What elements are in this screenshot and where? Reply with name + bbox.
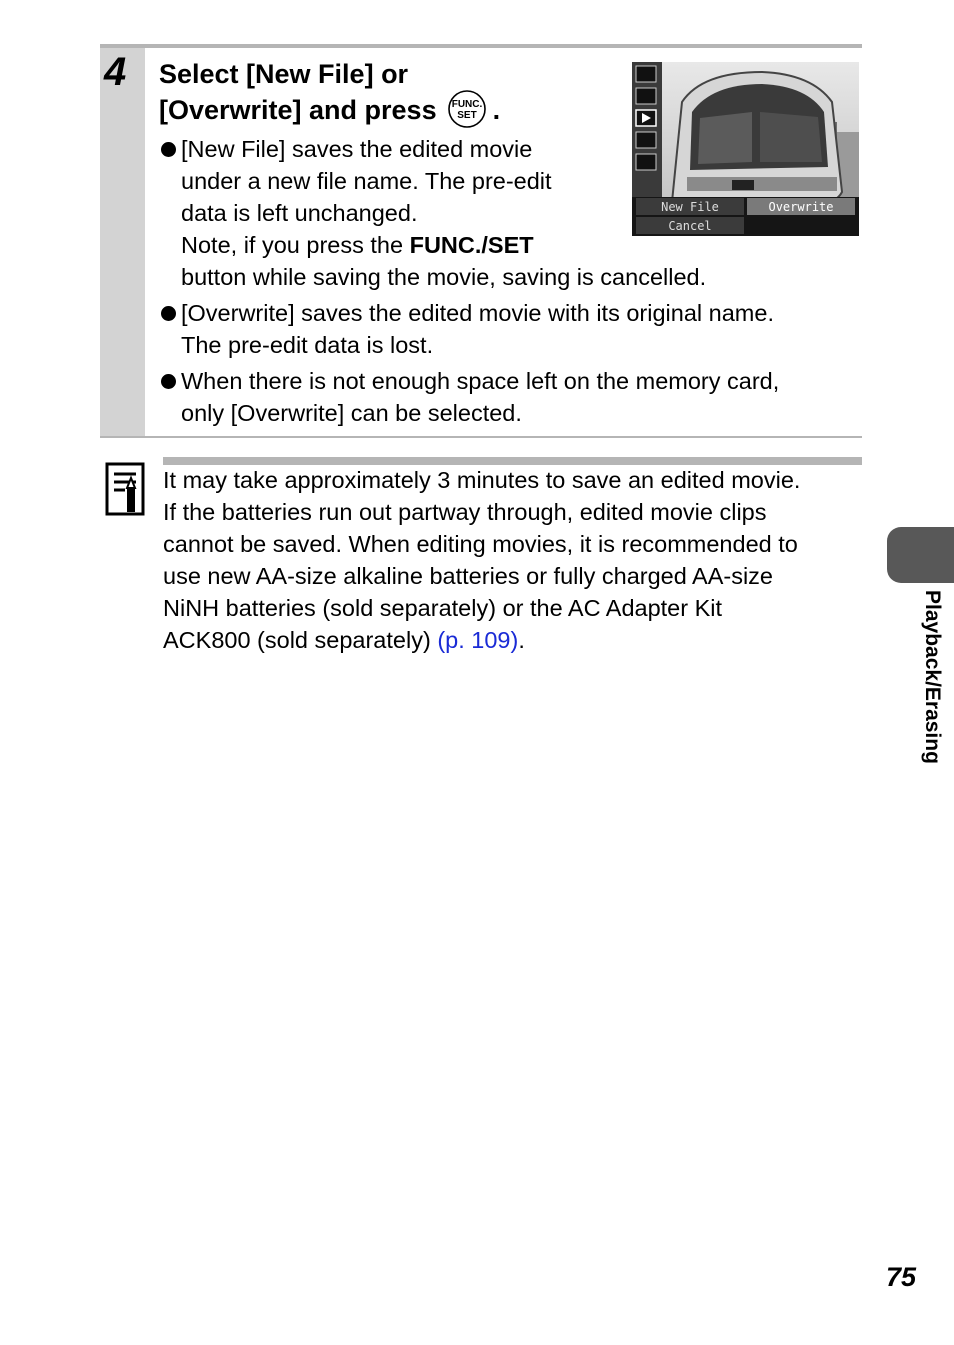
section-label: Playback/Erasing <box>921 590 944 764</box>
note-line: NiNH batteries (sold separately) or the AC Adapter Kit <box>163 595 723 621</box>
bullet-line: [New File] saves the edited movie <box>181 136 533 162</box>
bullet-line: The pre-edit data is lost. <box>181 332 434 358</box>
bullet-line: When there is not enough space left on the memory card, <box>181 368 780 394</box>
note-line: ACK800 (sold separately) <box>163 627 438 653</box>
bullet-memory-card <box>159 365 859 429</box>
camera-screen <box>632 62 859 236</box>
bullet-line: [Overwrite] saves the edited movie with its original name. <box>181 300 774 326</box>
note-line: If the batteries run out partway through, edited movie clips <box>163 499 767 525</box>
step-number: 4 <box>104 50 127 94</box>
step-title-end: . <box>492 95 501 125</box>
svg-text:FUNC.: FUNC. <box>451 98 482 110</box>
bullet-dot <box>161 306 176 321</box>
page-reference-link[interactable]: (p. 109) <box>437 627 519 653</box>
note-end: . <box>518 627 525 653</box>
bullet-dot <box>161 374 176 389</box>
note-line: cannot be saved. When editing movies, it is recommended to <box>163 531 798 557</box>
bullet-line: only [Overwrite] can be selected. <box>181 400 522 426</box>
memo-icon <box>105 462 149 518</box>
note-text <box>163 464 863 656</box>
screen-option-new-file: New File <box>661 200 719 214</box>
bullet-line: under a new file name. The pre-edit <box>181 168 552 194</box>
note-line-last <box>163 624 863 656</box>
monorail-photo <box>632 62 859 236</box>
step-gutter <box>100 48 145 436</box>
note-prefix: Note, if you press the <box>181 232 410 258</box>
screen-option-overwrite: Overwrite <box>768 200 834 214</box>
step-title-line2-wrap <box>159 92 599 129</box>
note-line: use new AA-size alkaline batteries or fully charged AA-size <box>163 563 774 589</box>
func-set-button-icon <box>447 89 487 129</box>
section-tab <box>887 527 954 583</box>
bullet-line: data is left unchanged. <box>181 200 418 226</box>
func-set-label: FUNC./SET <box>409 232 534 258</box>
step-title-line2: [Overwrite] and press <box>159 95 437 125</box>
bullet-overwrite <box>159 297 859 361</box>
svg-text:SET: SET <box>456 109 477 121</box>
page-number: 75 <box>885 1262 916 1292</box>
step-title-line1: Select [New File] or <box>159 59 409 89</box>
note-line: It may take approximately 3 minutes to save an edited movie. <box>163 467 801 493</box>
step-title <box>159 56 599 129</box>
bullet-line: button while saving the movie, saving is cancelled. <box>181 264 707 290</box>
screen-option-cancel: Cancel <box>668 219 712 233</box>
bullet-dot <box>161 142 176 157</box>
